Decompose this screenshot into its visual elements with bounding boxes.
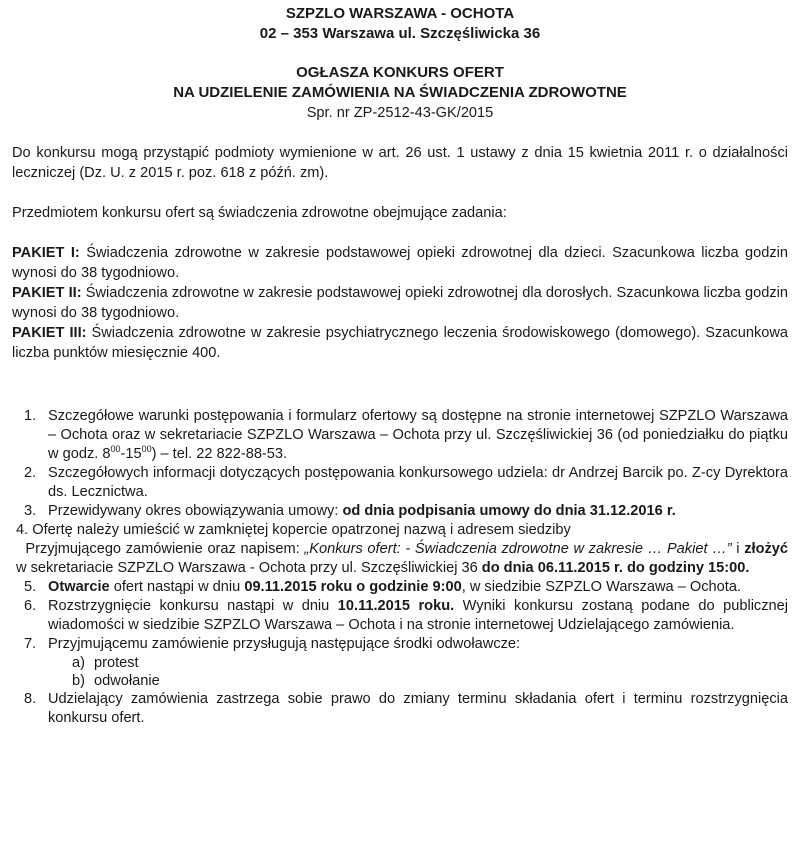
text-part: -15 [120, 446, 142, 462]
text-part: i [731, 541, 745, 557]
item-text [16, 521, 788, 578]
item-number: 6. [24, 598, 37, 614]
org-name: SZPZLO WARSZAWA - OCHOTA [285, 5, 515, 22]
item-number: 3. [24, 503, 37, 519]
text-part: ) – tel. 22 822-88-53. [151, 446, 288, 462]
intro-paragraph: Do konkursu mogą przystąpić podmioty wymienione w art. 26 ust. 1 ustawy z dnia 15 kwietnia 2011 r. o działalności leczniczej (Dz. U. z 2015 r. poz. 618 z późń. zm). [12, 145, 788, 181]
bold-part: od dnia podpisania umowy do dnia 31.12.2016 r. [342, 503, 676, 519]
item-text [48, 597, 788, 635]
item-text: Przyjmującemu zamówienie przysługują następujące środki odwoławcze: [48, 636, 521, 652]
case-reference: Spr. nr ZP-2512-43-GK/2015 [306, 105, 494, 121]
package-text: Świadczenia zdrowotne w zakresie podstawowej opieki zdrowotnej dla dorosłych. Szacunkowa liczba godzin wynosi do 38 tygodniowo. [12, 285, 788, 321]
item-text [48, 502, 788, 521]
list-item-8 [12, 690, 788, 728]
org-address: 02 – 353 Warszawa ul. Szczęśliwicka 36 [259, 25, 541, 42]
item-text [48, 407, 788, 464]
text-part: w sekretariacie SZPZLO Warszawa - Ochota przy ul. Szczęśliwickiej 36 [16, 560, 482, 576]
package-2 [12, 283, 788, 323]
item-number: 1. [24, 408, 37, 424]
package-label: PAKIET II: [12, 285, 82, 301]
announcement [12, 63, 788, 123]
announcement-line-2: NA UDZIELENIE ZAMÓWIENIA NA ŚWIADCZENIA ZDROWOTNE [173, 84, 627, 101]
sub-item-text: odwołanie [94, 673, 160, 689]
sub-item-letter: a) [72, 655, 85, 671]
item-text [48, 578, 788, 597]
list-item-5 [12, 578, 788, 597]
header [12, 4, 788, 44]
text-part: Ofertę należy umieścić w zamkniętej kopercie opatrzonej nazwą i adresem siedziby [32, 522, 571, 538]
text-part: Szczegółowe warunki postępowania i formularz ofertowy są dostępne na stronie internetowej SZPZLO Warszawa – Ochota oraz w sekretariacie SZPZLO Warszawa – Ochota przy ul. Szczęśliwickiej 36 (od poniedziałku do piątku w godz. 8 [48, 408, 788, 462]
list-item-7 [12, 635, 788, 654]
package-text: Świadczenia zdrowotne w zakresie podstawowej opieki zdrowotnej dla dzieci. Szacunkowa liczba godzin wynosi do 38 tygodniowo. [12, 245, 789, 281]
subject-paragraph: Przedmiotem konkursu ofert są świadczenia zdrowotne obejmujące zadania: [12, 205, 507, 221]
bold-part: 10.11.2015 roku. [337, 598, 455, 614]
bold-part: do dnia 06.11.2015 r. do godziny 15:00. [481, 560, 750, 576]
list-item-6 [12, 597, 788, 635]
text-part: Rozstrzygnięcie konkursu nastąpi w dniu [48, 598, 338, 614]
superscript: 00 [110, 444, 121, 455]
text-part: Przewidywany okres obowiązywania umowy: [48, 503, 343, 519]
package-text: Świadczenia zdrowotne w zakresie psychiatrycznego leczenia środowiskowego (domowego). Szacunkowa liczba punktów miesięcznie 400. [12, 325, 789, 361]
italic-part: „Konkurs ofert: - Świadczenia zdrowotne w zakresie … Pakiet …” [304, 541, 732, 557]
list-item-4 [12, 521, 788, 578]
item-number: 2. [24, 465, 37, 481]
item-number: 8. [24, 691, 37, 707]
announcement-line-1: OGŁASZA KONKURS OFERT [296, 64, 504, 81]
item-text: Udzielający zamówienia zastrzega sobie prawo do zmiany terminu składania ofert i terminu rozstrzygnięcia konkursu ofert. [48, 691, 788, 726]
text-part: Przyjmującego zamówienie oraz napisem: [25, 541, 305, 557]
sub-item-a [12, 654, 788, 672]
list-item-3 [12, 502, 788, 521]
text-part: , w siedzibie SZPZLO Warszawa – Ochota. [461, 579, 741, 595]
list-item-2 [12, 464, 788, 502]
package-1 [12, 243, 788, 283]
conditions-list [12, 407, 788, 728]
package-label: PAKIET I: [12, 245, 80, 261]
item-number: 5. [24, 579, 37, 595]
bold-part: złożyć [744, 541, 789, 557]
package-3 [12, 323, 788, 363]
bold-part: 09.11.2015 roku o godzinie 9:00 [244, 579, 462, 595]
item-number: 7. [24, 636, 37, 652]
item-number: 4. [16, 522, 29, 538]
packages [12, 243, 788, 363]
item-text: Szczegółowych informacji dotyczących postępowania konkursowego udziela: dr Andrzej Barcik po. Z-cy Dyrektora ds. Lecznictwa. [48, 465, 788, 500]
sub-item-text: protest [94, 655, 139, 671]
text-part: Wyniki konkursu zostaną podane do publicznej wiadomości w siedzibie SZPZLO Warszawa – Ochota i na stronie internetowej Udzielającego zamówienia. [48, 598, 789, 633]
sub-item-letter: b) [72, 673, 85, 689]
superscript: 00 [141, 444, 152, 455]
sub-item-b [12, 672, 788, 690]
package-label: PAKIET III: [12, 325, 87, 341]
bold-part: Otwarcie [48, 579, 110, 595]
text-part: ofert nastąpi w dniu [109, 579, 245, 595]
list-item-1 [12, 407, 788, 464]
